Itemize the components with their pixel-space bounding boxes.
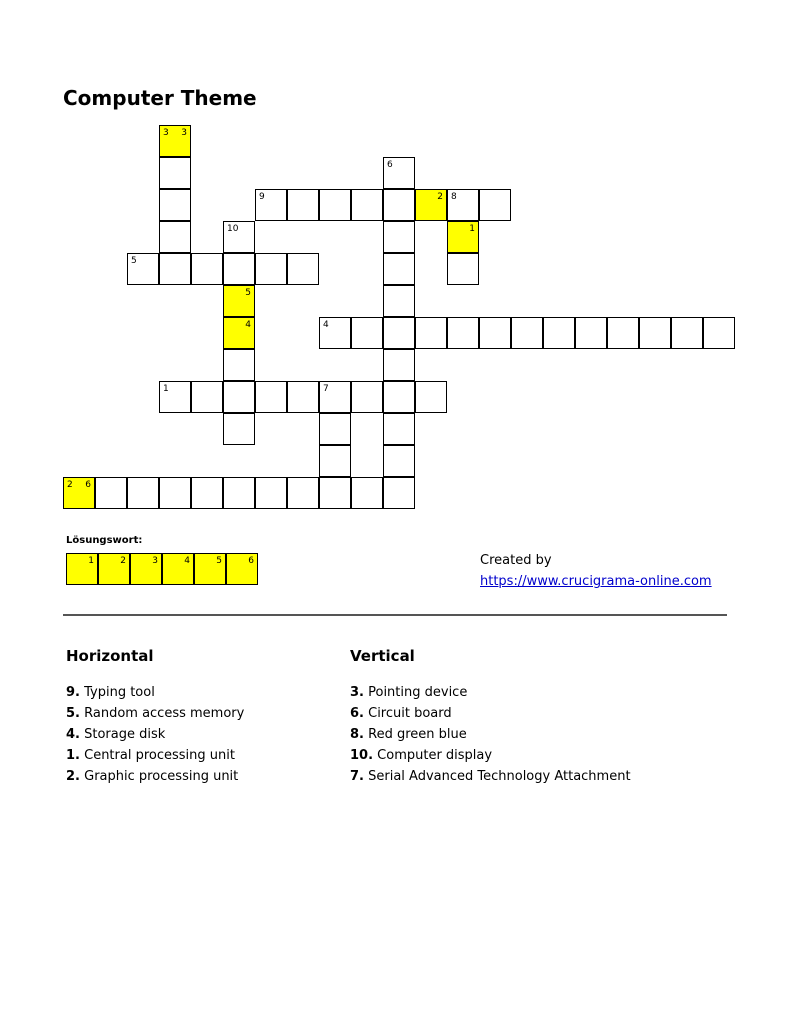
credit-block bbox=[480, 550, 712, 592]
grid-cell[interactable] bbox=[159, 253, 191, 285]
grid-cell[interactable] bbox=[159, 157, 191, 189]
grid-cell[interactable] bbox=[319, 189, 351, 221]
cell-number: 1 bbox=[469, 224, 475, 234]
grid-cell[interactable] bbox=[255, 253, 287, 285]
solution-cell-number: 4 bbox=[184, 556, 190, 566]
solution-cell[interactable] bbox=[162, 553, 194, 585]
clue-number: 10. bbox=[350, 748, 374, 763]
vertical-clues bbox=[350, 646, 631, 787]
cell-number: 5 bbox=[131, 256, 137, 266]
vertical-heading: Vertical bbox=[350, 647, 415, 665]
grid-cell[interactable] bbox=[351, 317, 383, 349]
cell-solution-number: 3 bbox=[181, 128, 187, 138]
clue-text: Central processing unit bbox=[79, 748, 235, 763]
grid-cell[interactable] bbox=[127, 253, 159, 285]
grid-cell[interactable] bbox=[575, 317, 607, 349]
grid-cell[interactable] bbox=[319, 317, 351, 349]
grid-cell[interactable] bbox=[447, 317, 479, 349]
solution-cell-number: 5 bbox=[216, 556, 222, 566]
grid-cell[interactable] bbox=[351, 381, 383, 413]
clue-item bbox=[66, 703, 244, 724]
grid-cell[interactable] bbox=[511, 317, 543, 349]
solution-cell[interactable] bbox=[194, 553, 226, 585]
grid-cell[interactable] bbox=[287, 381, 319, 413]
clue-item bbox=[350, 766, 631, 787]
clue-text: Storage disk bbox=[79, 727, 166, 742]
clue-number: 8. bbox=[350, 727, 364, 742]
grid-cell[interactable] bbox=[255, 381, 287, 413]
grid-cell[interactable] bbox=[255, 189, 287, 221]
clue-number: 9. bbox=[66, 685, 80, 700]
solution-cell[interactable] bbox=[66, 553, 98, 585]
grid-cell[interactable] bbox=[319, 381, 351, 413]
clue-text: Graphic processing unit bbox=[79, 769, 239, 784]
grid-cell[interactable] bbox=[383, 317, 415, 349]
grid-cell[interactable] bbox=[383, 477, 415, 509]
grid-cell[interactable] bbox=[703, 317, 735, 349]
page-title: Computer Theme bbox=[63, 86, 257, 110]
grid-cell[interactable] bbox=[415, 189, 447, 221]
grid-cell[interactable] bbox=[383, 157, 415, 189]
grid-cell[interactable] bbox=[223, 317, 255, 349]
cell-number: 3 bbox=[163, 128, 169, 138]
grid-cell[interactable] bbox=[159, 477, 191, 509]
grid-cell[interactable] bbox=[383, 189, 415, 221]
grid-cell[interactable] bbox=[223, 413, 255, 445]
cell-number: 6 bbox=[387, 160, 393, 170]
clue-text: Serial Advanced Technology Attachment bbox=[363, 769, 631, 784]
grid-cell[interactable] bbox=[223, 285, 255, 317]
cell-number: 4 bbox=[245, 320, 251, 330]
solution-cell-number: 1 bbox=[88, 556, 94, 566]
grid-cell[interactable] bbox=[127, 477, 159, 509]
cell-number: 10 bbox=[227, 224, 239, 234]
grid-cell[interactable] bbox=[383, 445, 415, 477]
clue-number: 1. bbox=[66, 748, 80, 763]
solution-cell[interactable] bbox=[98, 553, 130, 585]
grid-cell[interactable] bbox=[383, 413, 415, 445]
clue-item bbox=[350, 724, 631, 745]
grid-cell[interactable] bbox=[255, 477, 287, 509]
grid-cell[interactable] bbox=[159, 221, 191, 253]
grid-cell[interactable] bbox=[415, 317, 447, 349]
cell-number: 9 bbox=[259, 192, 265, 202]
clue-item bbox=[66, 724, 244, 745]
grid-cell[interactable] bbox=[287, 477, 319, 509]
grid-cell[interactable] bbox=[159, 125, 191, 157]
clue-text: Circuit board bbox=[363, 706, 452, 721]
grid-cell[interactable] bbox=[447, 189, 479, 221]
grid-cell[interactable] bbox=[607, 317, 639, 349]
grid-cell[interactable] bbox=[351, 189, 383, 221]
grid-cell[interactable] bbox=[447, 221, 479, 253]
cell-number: 2 bbox=[437, 192, 443, 202]
solution-cell-number: 3 bbox=[152, 556, 158, 566]
cell-number: 1 bbox=[163, 384, 169, 394]
clue-number: 2. bbox=[66, 769, 80, 784]
grid-cell[interactable] bbox=[191, 381, 223, 413]
grid-cell[interactable] bbox=[319, 477, 351, 509]
solution-cell[interactable] bbox=[226, 553, 258, 585]
clue-text: Typing tool bbox=[79, 685, 155, 700]
grid-cell[interactable] bbox=[479, 317, 511, 349]
grid-cell[interactable] bbox=[351, 477, 383, 509]
grid-cell[interactable] bbox=[319, 413, 351, 445]
grid-cell[interactable] bbox=[95, 477, 127, 509]
credit-link[interactable]: https://www.crucigrama-online.com bbox=[480, 574, 712, 589]
cell-number: 2 bbox=[67, 480, 73, 490]
clue-item bbox=[350, 682, 631, 703]
clue-item bbox=[66, 745, 244, 766]
clue-item bbox=[350, 745, 631, 766]
clue-number: 4. bbox=[66, 727, 80, 742]
grid-cell[interactable] bbox=[223, 349, 255, 381]
clue-text: Pointing device bbox=[363, 685, 468, 700]
grid-cell[interactable] bbox=[159, 381, 191, 413]
horizontal-heading: Horizontal bbox=[66, 647, 154, 665]
solution-label: Lösungswort: bbox=[66, 535, 143, 546]
cell-number: 4 bbox=[323, 320, 329, 330]
solution-cell[interactable] bbox=[130, 553, 162, 585]
clue-number: 7. bbox=[350, 769, 364, 784]
horizontal-clue-list bbox=[66, 682, 244, 787]
grid-cell[interactable] bbox=[287, 189, 319, 221]
vertical-clue-list bbox=[350, 682, 631, 787]
cell-number: 7 bbox=[323, 384, 329, 394]
clue-item bbox=[350, 703, 631, 724]
grid-cell[interactable] bbox=[415, 381, 447, 413]
solution-cell-number: 6 bbox=[248, 556, 254, 566]
cell-number: 5 bbox=[245, 288, 251, 298]
grid-cell[interactable] bbox=[159, 189, 191, 221]
grid-cell[interactable] bbox=[191, 253, 223, 285]
grid-cell[interactable] bbox=[383, 349, 415, 381]
clue-item bbox=[66, 682, 244, 703]
grid-cell[interactable] bbox=[383, 285, 415, 317]
clue-number: 6. bbox=[350, 706, 364, 721]
grid-cell[interactable] bbox=[191, 477, 223, 509]
grid-cell[interactable] bbox=[447, 253, 479, 285]
grid-cell[interactable] bbox=[287, 253, 319, 285]
solution-cell-number: 2 bbox=[120, 556, 126, 566]
grid-cell[interactable] bbox=[223, 253, 255, 285]
clue-number: 3. bbox=[350, 685, 364, 700]
grid-cell[interactable] bbox=[671, 317, 703, 349]
grid-cell[interactable] bbox=[639, 317, 671, 349]
grid-cell[interactable] bbox=[223, 221, 255, 253]
grid-cell[interactable] bbox=[319, 445, 351, 477]
grid-cell[interactable] bbox=[383, 221, 415, 253]
divider bbox=[63, 614, 727, 616]
grid-cell[interactable] bbox=[479, 189, 511, 221]
grid-cell[interactable] bbox=[543, 317, 575, 349]
credit-text: Created by bbox=[480, 553, 552, 568]
grid-cell[interactable] bbox=[63, 477, 95, 509]
grid-cell[interactable] bbox=[383, 253, 415, 285]
cell-number: 8 bbox=[451, 192, 457, 202]
clue-text: Random access memory bbox=[79, 706, 245, 721]
clue-text: Computer display bbox=[373, 748, 493, 763]
cell-solution-number: 6 bbox=[85, 480, 91, 490]
horizontal-clues bbox=[66, 646, 244, 787]
clue-text: Red green blue bbox=[363, 727, 467, 742]
clue-number: 5. bbox=[66, 706, 80, 721]
grid-cell[interactable] bbox=[383, 381, 415, 413]
grid-cell[interactable] bbox=[223, 477, 255, 509]
grid-cell[interactable] bbox=[223, 381, 255, 413]
clue-item bbox=[66, 766, 244, 787]
